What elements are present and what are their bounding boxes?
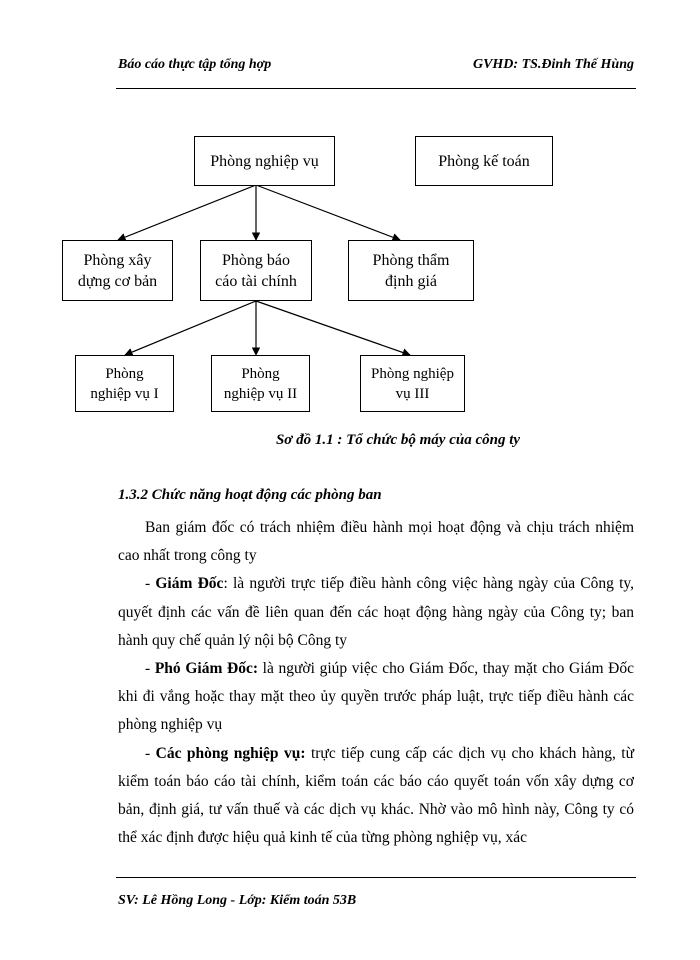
item-label: Các phòng nghiệp vụ: [155, 744, 306, 762]
item-text: trực tiếp cung cấp các dịch vụ cho khách hàng, từ kiểm toán báo cáo tài chính, kiểm toán các báo cáo quyết toán vốn xây dựng cơ bản, định giá, tư vấn thuế và các dịch vụ khác. Nhờ vào mô hình này, Công ty có thể xác định được hiệu quả kinh tế của từng phòng nghiệp vụ, xác [118, 744, 635, 847]
box-phong-xay-dung [62, 240, 173, 301]
box-label-line2: nghiệp vụ II [223, 385, 298, 402]
paragraph-phong-nghiep-vu [118, 740, 634, 853]
item-prefix: - [145, 660, 155, 678]
item-label: Phó Giám Đốc: [154, 660, 258, 678]
box-label-line1: Phòng [241, 365, 280, 382]
box-label-line2: nghiệp vụ I [90, 385, 159, 402]
box-nghiep-vu-3 [360, 355, 465, 412]
figure-caption: Sơ đồ 1.1 : Tổ chức bộ máy của công ty [275, 432, 521, 448]
box-label-line1: Phòng [105, 365, 144, 382]
box-nghiep-vu-1 [75, 355, 174, 412]
box-label-line1: Phòng xây [83, 251, 152, 269]
box-label-line1: Phòng thẩm [372, 251, 450, 269]
header-title: Báo cáo thực tập tổng hợp [118, 57, 272, 72]
intro-paragraph: Ban giám đốc có trách nhiệm điều hành mọi hoạt động và chịu trách nhiệm cao nhất trong công ty [118, 519, 634, 565]
section-body [118, 514, 634, 852]
box-label: Phòng nghiệp vụ [210, 152, 319, 170]
item-label: Giám Đốc [155, 575, 224, 593]
box-label-line2: dựng cơ bản [77, 272, 158, 290]
header-supervisor: GVHD: TS.Đinh Thế Hùng [472, 57, 634, 72]
box-phong-bao-cao [200, 240, 312, 301]
box-label-line2: vụ III [395, 385, 430, 402]
item-text: là người giúp việc cho Giám Đốc, thay mặt cho Giám Đốc khi đi vắng hoặc thay mặt theo ủy quyền trước pháp luật, trực tiếp điều hành các phòng nghiệp vụ [118, 660, 634, 734]
box-label: Phòng kế toán [438, 152, 530, 170]
box-phong-nghiep-vu [194, 136, 335, 186]
arrow-to-nv1 [125, 301, 256, 355]
box-label-line2: cáo tài chính [215, 272, 297, 290]
item-text: : là người trực tiếp điều hành công việc hàng ngày của Công ty, quyết định các vấn đề liên quan đến các hoạt động hàng ngày của Công ty; ban hành quy chế quản lý nội bộ Công ty [118, 575, 634, 649]
box-label-line1: Phòng nghiệp [371, 365, 454, 382]
item-prefix: - [145, 575, 156, 593]
arrow-to-tham-dinh [256, 185, 400, 240]
arrow-to-nv3 [256, 301, 410, 355]
box-label-line1: Phòng báo [222, 251, 290, 269]
box-label-line2: định giá [385, 272, 437, 290]
section-heading: 1.3.2 Chức năng hoạt động các phòng ban [118, 487, 382, 503]
box-phong-tham-dinh [348, 240, 474, 301]
arrow-to-xay-dung [118, 185, 256, 240]
item-prefix: - [145, 744, 156, 762]
paragraph-pho-giam-doc [118, 655, 634, 740]
paragraph-giam-doc [118, 570, 634, 655]
footer-rule [116, 877, 636, 878]
footer-student: SV: Lê Hồng Long - Lớp: Kiểm toán 53B [118, 893, 357, 908]
box-phong-ke-toan [415, 136, 553, 186]
header-rule [116, 88, 636, 89]
box-nghiep-vu-2 [211, 355, 310, 412]
